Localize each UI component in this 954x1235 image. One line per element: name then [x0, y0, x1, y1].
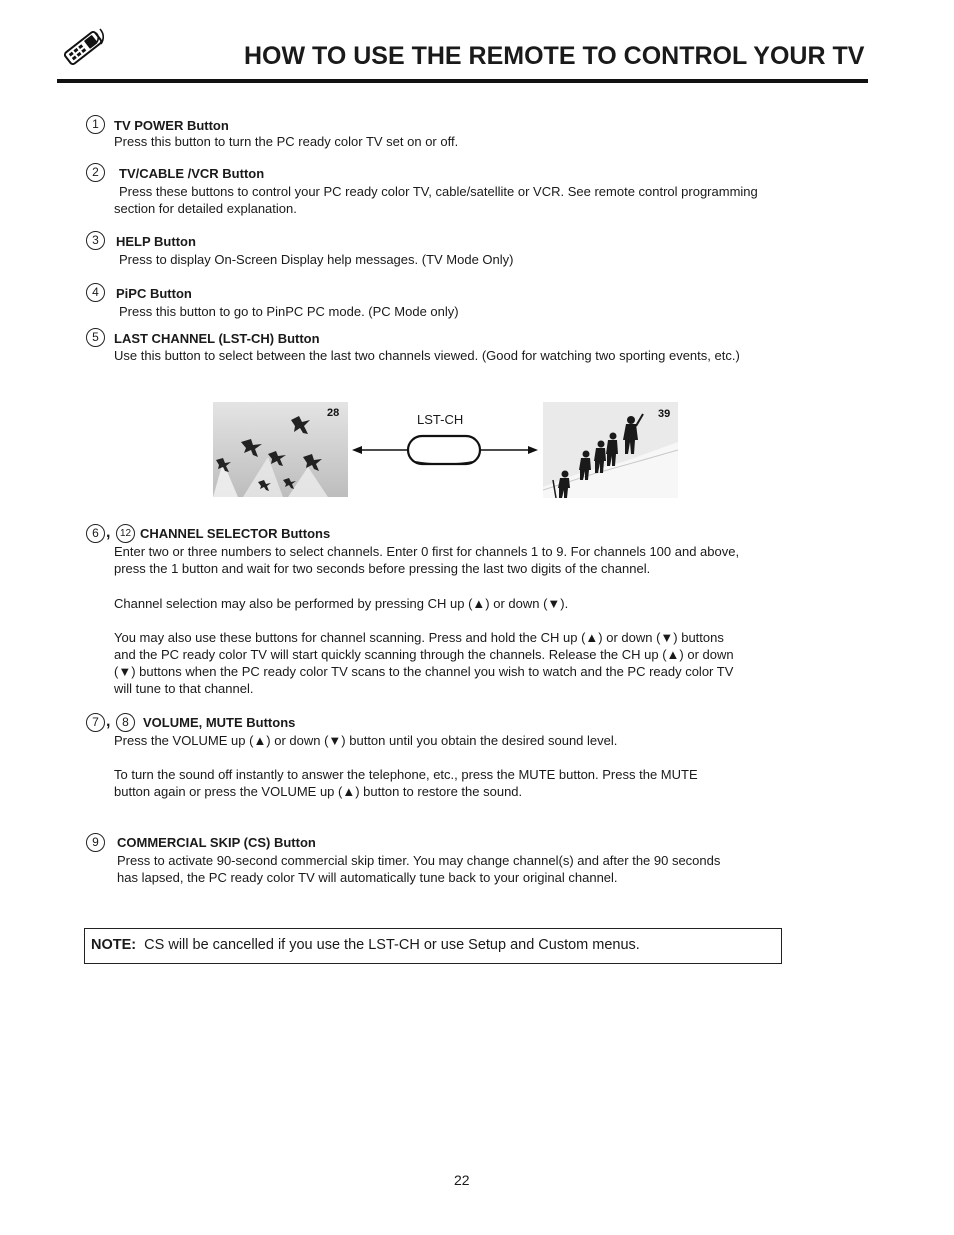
item-number-marker: 1 — [86, 115, 105, 134]
section-heading-commercial-skip: COMMERCIAL SKIP (CS) Button — [117, 835, 316, 850]
section-heading-channel-selector: CHANNEL SELECTOR Buttons — [140, 526, 331, 541]
section-text: Enter two or three numbers to select channels. Enter 0 first for channels 1 to 9. For channels 100 and above, — [114, 544, 740, 559]
section-heading-tv-power: TV POWER Button — [114, 118, 229, 133]
section-text: will tune to that channel. — [114, 681, 254, 696]
note-body: CS will be cancelled if you use the LST-CH or use Setup and Custom menus. — [144, 937, 640, 953]
page-title: HOW TO USE THE REMOTE TO CONTROL YOUR TV — [244, 42, 865, 70]
remote-control-icon — [58, 24, 108, 68]
item-number-marker: 7 — [86, 713, 105, 732]
marker-separator: , — [106, 713, 111, 730]
section-text: and the PC ready color TV will start quickly scanning through the channels. Release the CH up (▲) or down — [114, 647, 734, 662]
section-text: has lapsed, the PC ready color TV will automatically tune back to your original channel. — [117, 870, 618, 885]
section-text: button again or press the VOLUME up (▲) button to restore the sound. — [114, 784, 523, 799]
note-label: NOTE: — [91, 937, 137, 953]
section-text: Press these buttons to control your PC ready color TV, cable/satellite or VCR. See remote control programming — [119, 184, 758, 199]
lst-ch-label: LST-CH — [417, 412, 464, 427]
right-channel-number: 39 — [658, 408, 671, 420]
lst-ch-arrow-diagram — [350, 432, 540, 468]
section-text: Press this button to turn the PC ready color TV set on or off. — [114, 134, 459, 149]
item-number-marker: 2 — [86, 163, 105, 182]
item-number-marker: 3 — [86, 231, 105, 250]
page-number: 22 — [454, 1172, 470, 1188]
section-text: You may also use these buttons for channel scanning. Press and hold the CH up (▲) or down (▼) buttons — [114, 630, 724, 645]
item-number-marker: 5 — [86, 328, 105, 347]
section-text: Press to display On-Screen Display help messages. (TV Mode Only) — [119, 252, 514, 267]
section-text: Channel selection may also be performed by pressing CH up (▲) or down (▼). — [114, 596, 569, 611]
item-number-marker: 12 — [116, 524, 135, 543]
header-rule — [57, 79, 868, 83]
section-text: Use this button to select between the last two channels viewed. (Good for watching two sporting events, etc.) — [114, 348, 740, 363]
item-number-marker: 9 — [86, 833, 105, 852]
section-text: To turn the sound off instantly to answer the telephone, etc., press the MUTE button. Press the MUTE — [114, 767, 698, 782]
left-channel-number: 28 — [327, 407, 340, 419]
section-heading-tv-cable-vcr: TV/CABLE /VCR Button — [119, 166, 265, 181]
item-number-marker: 4 — [86, 283, 105, 302]
section-text: Press the VOLUME up (▲) or down (▼) button until you obtain the desired sound level. — [114, 733, 618, 748]
item-number-marker: 6 — [86, 524, 105, 543]
item-number-marker: 8 — [116, 713, 135, 732]
marker-separator: , — [106, 524, 111, 541]
section-text: press the 1 button and wait for two seconds before pressing the last two digits of the channel. — [114, 561, 651, 576]
section-heading-volume-mute: VOLUME, MUTE Buttons — [143, 715, 296, 730]
section-heading-pipc: PiPC Button — [116, 286, 192, 301]
section-text: Press this button to go to PinPC PC mode. (PC Mode only) — [119, 304, 459, 319]
note-text — [91, 937, 640, 953]
section-text: (▼) buttons when the PC ready color TV scans to the channel you wish to watch and the PC ready color TV — [114, 664, 734, 679]
section-heading-last-channel: LAST CHANNEL (LST-CH) Button — [114, 331, 320, 346]
section-text: Press to activate 90-second commercial skip timer. You may change channel(s) and after the 90 seconds — [117, 853, 721, 868]
section-heading-help: HELP Button — [116, 234, 196, 249]
section-text: section for detailed explanation. — [114, 201, 297, 216]
